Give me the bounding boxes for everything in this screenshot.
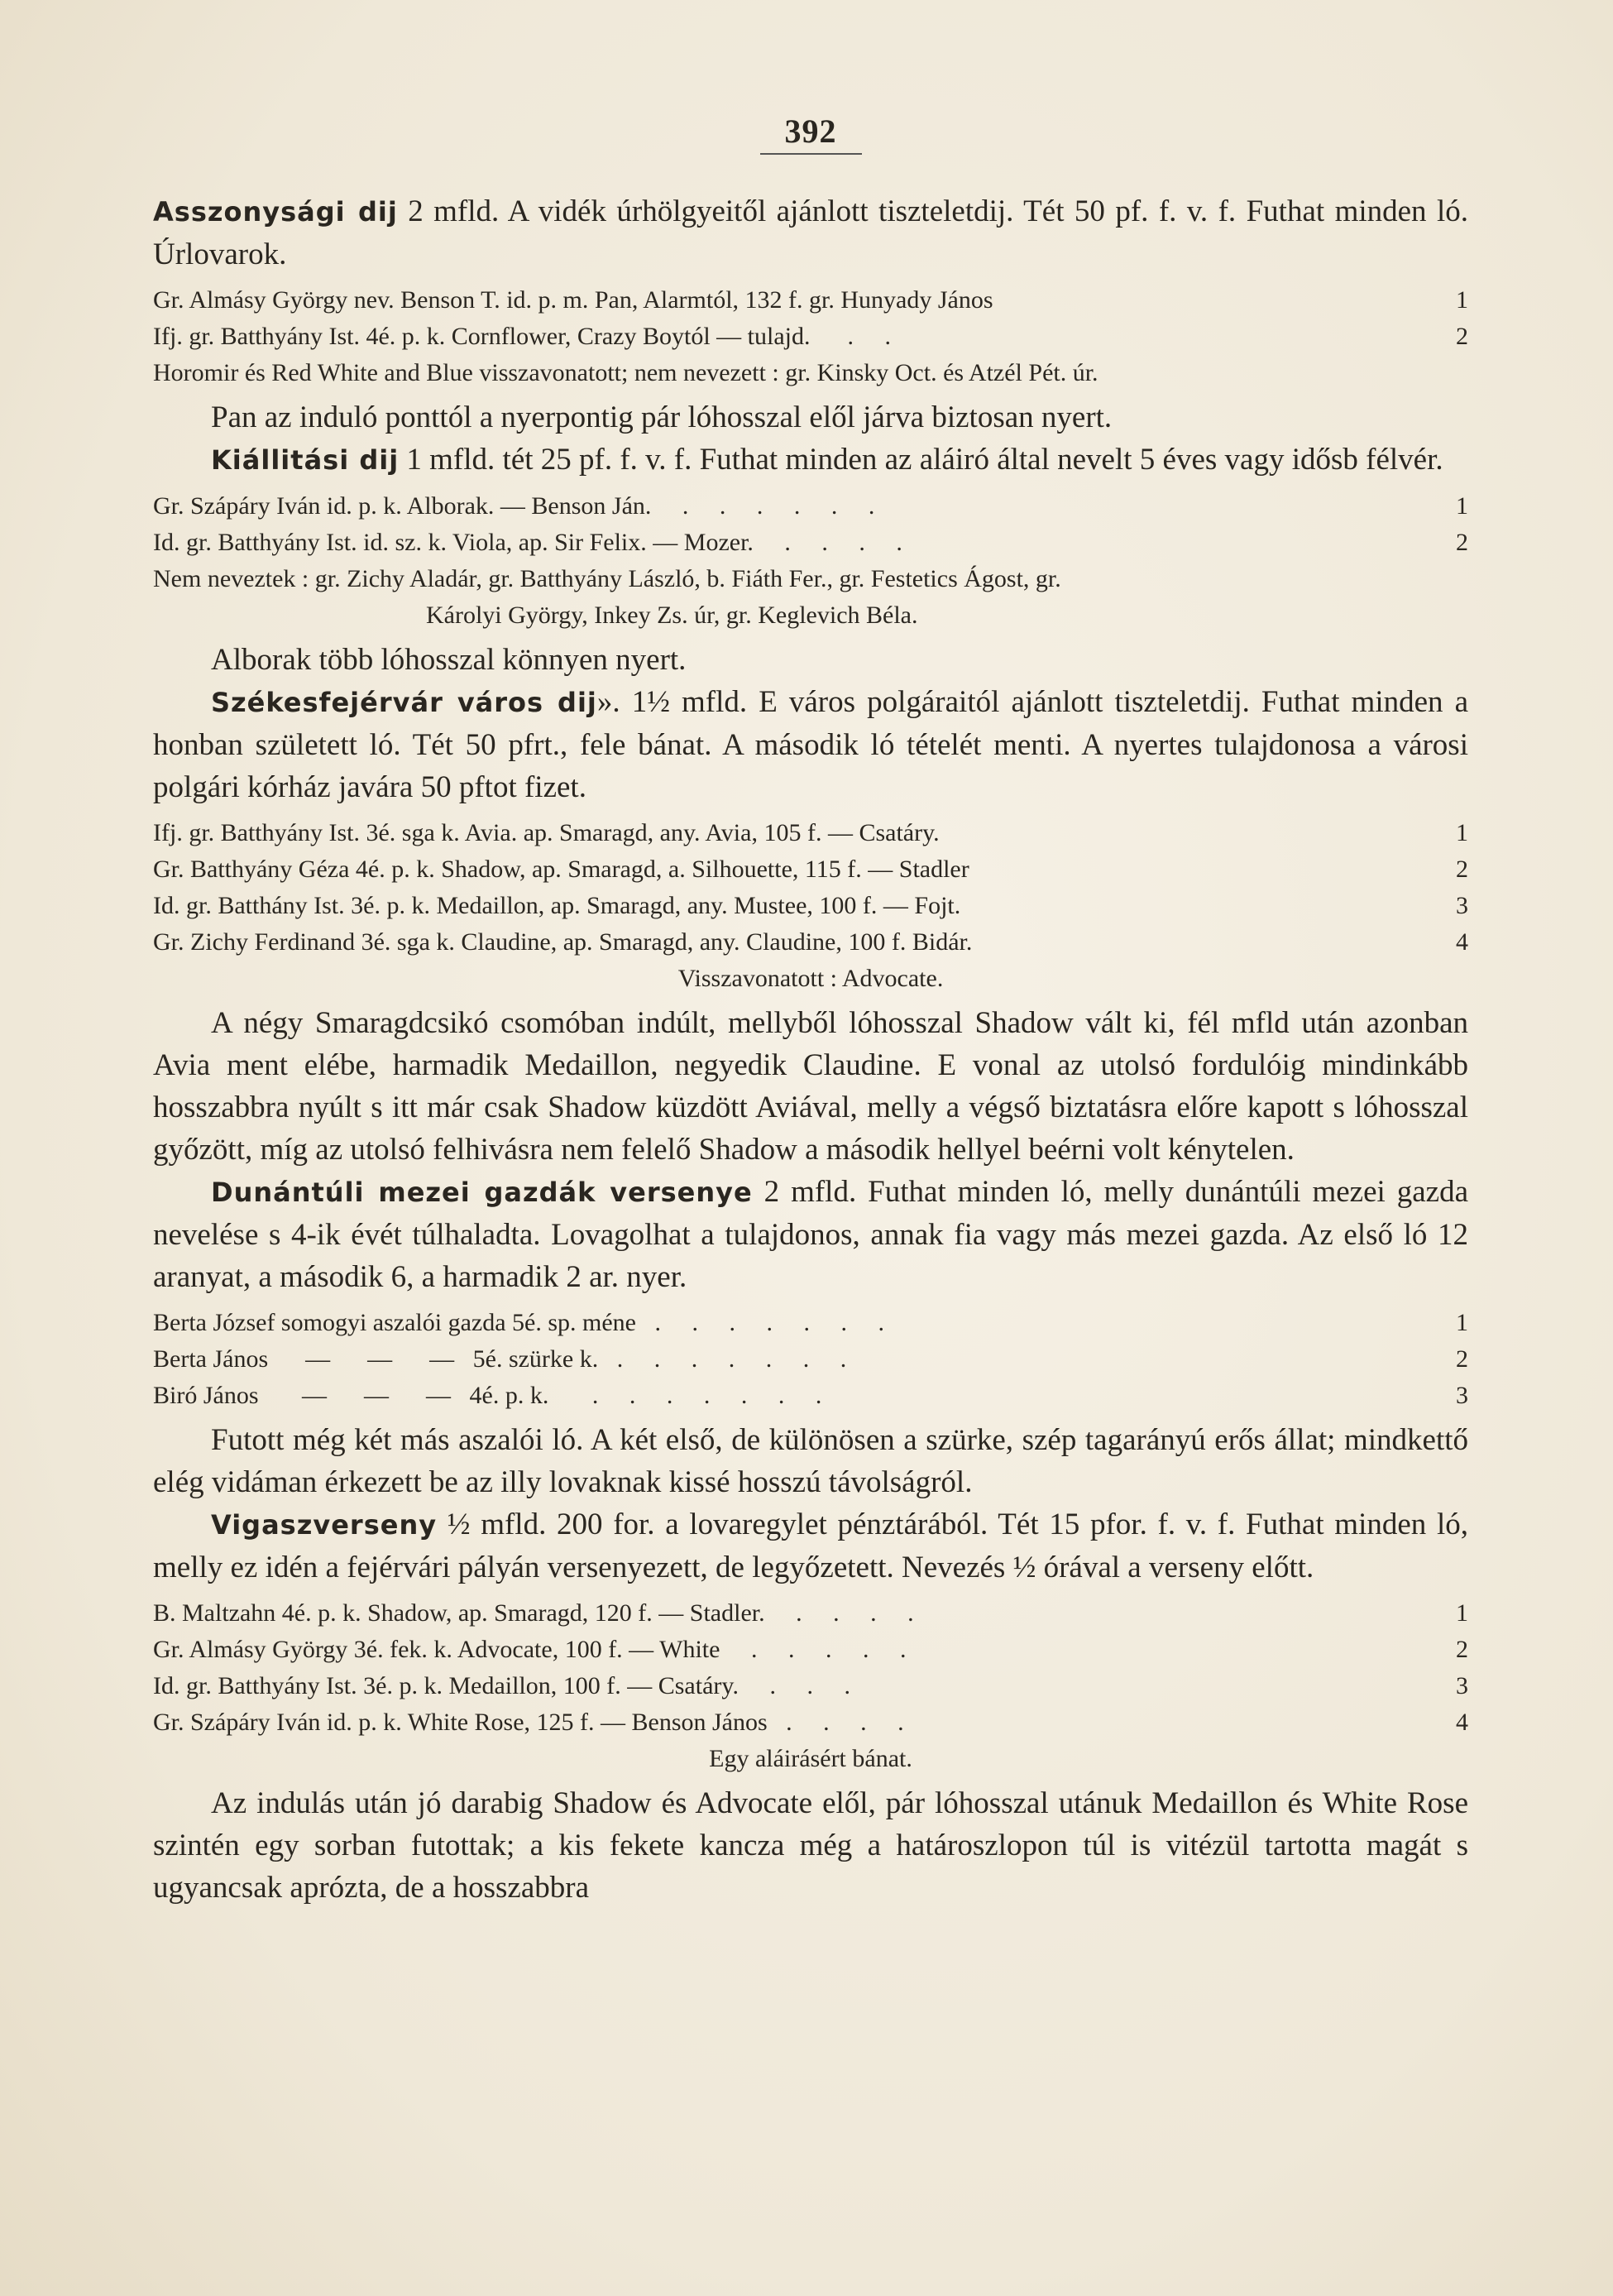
placing: 4 <box>1456 928 1468 956</box>
race-entry: Gr. Almásy György nev. Benson T. id. p. m. Pan, Alarmtól, 132 f. gr. Hunyady János 1 <box>153 282 1468 319</box>
race-entry: Id. gr. Batthány Ist. 3é. p. k. Medaillon, ap. Smaragd, any. Mustee, 100 f. — Fojt. 3 <box>153 888 1468 924</box>
race-entry: Id. gr. Batthyány Ist. id. sz. k. Viola, ap. Sir Felix. — Mozer. . . . . 2 <box>153 525 1468 561</box>
race-entry: B. Maltzahn 4é. p. k. Shadow, ap. Smaragd, 120 f. — Stadler. . . . . 1 <box>153 1595 1468 1632</box>
race-entry: Gr. Almásy György 3é. fek. k. Advocate, 100 f. — White . . . . . 2 <box>153 1632 1468 1668</box>
race-entry: Gr. Szápáry Iván id. p. k. White Rose, 125 f. — Benson János . . . . 4 <box>153 1704 1468 1741</box>
section-result: Futott még két más aszalói ló. A két első, de különösen a szürke, szép tagarányú erős állat; mindkettő elég vidáman érkezett be az illy lovaknak kissé hosszú távolságról. <box>153 1423 1468 1499</box>
section-note: Visszavonatott : Advocate. <box>677 965 944 992</box>
race-entry: Berta József somogyi aszalói gazda 5é. sp. méne . . . . . . . 1 <box>153 1305 1468 1341</box>
entry-list <box>153 1595 1468 1777</box>
race-entry: Gr. Zichy Ferdinand 3é. sga k. Claudine, ap. Smaragd, any. Claudine, 100 f. Bidár. 4 <box>153 924 1468 961</box>
placing: 1 <box>1456 1599 1468 1627</box>
entry-list <box>153 488 1468 634</box>
section-szekesfehervar-intro: Székesfejérvár város dij». 1½ mfld. E város polgáraitól ajánlott tiszteletdij. Futhat minden a honban született ló. Tét 50 pfrt., fele bánat. A második ló tételét menti. A nyertes tulajdonosa a városi polgári kórház javára 50 pftot fizet. <box>153 685 1469 804</box>
section-result: A négy Smaragdcsikó csomóban indúlt, mellyből lóhosszal Shadow vált ki, fél mfld után azonban Avia ment elébe, harmadik Medaillon, negyedik Claudine. E vonal az utolsó fordulóig mindinkább hosszabbra nyúlt s itt már csak Shadow küzdött Aviával, melly a végső biztatásra előre kapott s lóhosszal győzött, míg az utolsó felhivásra nem felelő Shadow a második hellyel beérni volt kénytelen. <box>153 1006 1468 1167</box>
section-kiallitasi-intro: Kiállitási dij 1 mfld. tét 25 pf. f. v. f. Futhat minden az aláiró által nevelt 5 éves vagy idősb félvér. <box>211 443 1443 477</box>
placing: 3 <box>1456 1382 1468 1409</box>
section-note: Horomir és Red White and Blue visszavonatott; nem nevezett : gr. Kinsky Oct. és Atzél Pét. úr. <box>153 359 1098 386</box>
section-heading: Székesfejérvár város dij <box>211 687 597 718</box>
section-note: Nem neveztek : gr. Zichy Aladár, gr. Batthyány László, b. Fiáth Fer., gr. Festetics Ágost, gr. <box>153 565 1061 592</box>
placing: 2 <box>1456 529 1468 556</box>
section-result: Alborak több lóhosszal könnyen nyert. <box>211 643 687 677</box>
race-entry: Id. gr. Batthyány Ist. 3é. p. k. Medaillon, 100 f. — Csatáry. . . . 3 <box>153 1668 1468 1704</box>
section-dunantuli-intro: Dunántúli mezei gazdák versenye 2 mfld. Futhat minden ló, melly dunántúli mezei gazda nevelése s 4-ik évét túlhaladta. Lovagolhat a tulajdonos, annak fia vagy más mezei gazda. Az első ló 12 aranyat, a második 6, a harmadik 2 ar. nyer. <box>153 1175 1468 1294</box>
section-heading: Kiállitási dij <box>211 444 400 476</box>
placing: 2 <box>1456 323 1468 350</box>
placing: 1 <box>1456 1309 1468 1336</box>
placing: 2 <box>1456 1345 1468 1373</box>
placing: 1 <box>1456 286 1468 314</box>
section-result: Az indulás után jó darabig Shadow és Advocate elől, pár lóhosszal utánuk Medaillon és White Rose szintén egy sorban futottak; a kis fekete kancza még a határoszlopon túl is vitézül tartotta magát s ugyancsak aprózta, de a hosszabbra <box>153 1786 1468 1905</box>
race-entry: Ifj. gr. Batthyány Ist. 3é. sga k. Avia. ap. Smaragd, any. Avia, 105 f. — Csatáry. 1 <box>153 815 1468 851</box>
section-heading: Asszonysági dij <box>153 196 398 228</box>
section-heading: Vigaszverseny <box>211 1509 438 1541</box>
section-asszonysagi-intro: Asszonysági dij 2 mfld. A vidék úrhölgyeitől ajánlott tiszteletdij. Tét 50 pf. f. v. f. Futhat minden ló. Úrlovarok. <box>153 194 1468 271</box>
race-entry: Gr. Batthyány Géza 4é. p. k. Shadow, ap. Smaragd, a. Silhouette, 115 f. — Stadler 2 <box>153 851 1468 888</box>
section-result: Pan az induló ponttól a nyerpontig pár lóhosszal elől járva biztosan nyert. <box>211 400 1113 434</box>
placing: 3 <box>1456 892 1468 919</box>
section-vigasz-intro: Vigaszverseny ½ mfld. 200 for. a lovaregylet pénztárából. Tét 15 pfor. f. v. f. Futhat minden ló, melly ez idén a fejérvári pályán versenyezett, de legyőzetett. Nevezés ½ órával a verseny előtt. <box>153 1507 1468 1584</box>
entry-list <box>153 815 1468 997</box>
race-entry: Biró János — — — 4é. p. k. . . . . . . . 3 <box>153 1378 1468 1414</box>
race-entry: Berta János — — — 5é. szürke k. . . . . . . . 2 <box>153 1341 1468 1378</box>
race-entry: Gr. Szápáry Iván id. p. k. Alborak. — Benson Ján. . . . . . . 1 <box>153 488 1468 525</box>
placing: 1 <box>1456 819 1468 846</box>
placing: 1 <box>1456 492 1468 520</box>
section-note: Egy aláirásért bánat. <box>709 1745 912 1772</box>
entry-list <box>153 282 1468 391</box>
race-entry: Ifj. gr. Batthyány Ist. 4é. p. k. Cornflower, Crazy Boytól — tulajd. . . 2 <box>153 319 1468 355</box>
placing: 2 <box>1456 856 1468 883</box>
placing: 4 <box>1456 1709 1468 1736</box>
section-note-continued: Károlyi György, Inkey Zs. úr, gr. Keglevich Béla. <box>426 602 918 629</box>
placing: 2 <box>1456 1636 1468 1663</box>
placing: 3 <box>1456 1672 1468 1699</box>
page-content <box>153 112 1468 1909</box>
section-heading: Dunántúli mezei gazdák versenye <box>211 1177 753 1208</box>
page-number: 392 <box>153 112 1468 151</box>
entry-list <box>153 1305 1468 1414</box>
